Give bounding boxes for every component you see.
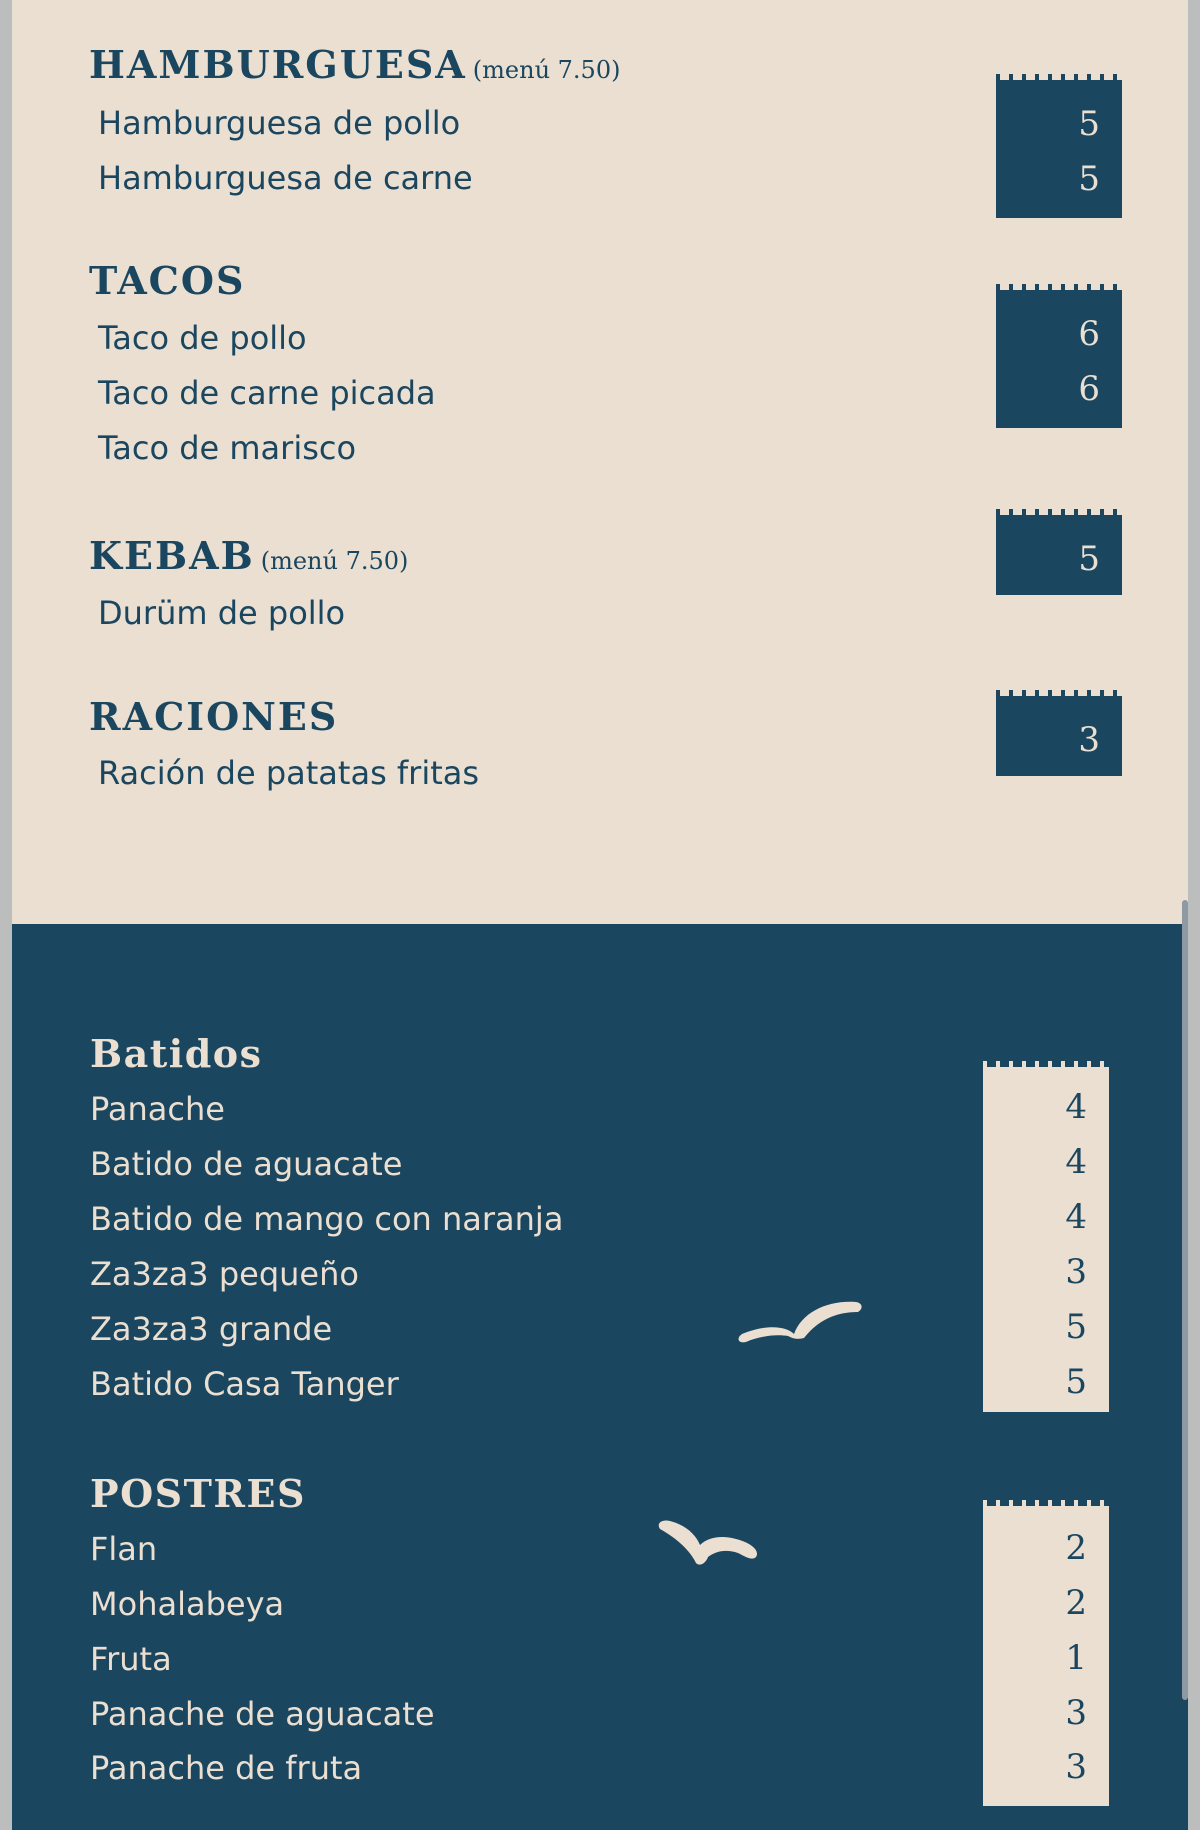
section-note: (menú 7.50) (260, 547, 409, 575)
section-title: POSTRES (90, 1471, 306, 1516)
price: 6 (1078, 369, 1100, 409)
price: 5 (1065, 1362, 1087, 1402)
menu-item: Hamburguesa de carne (98, 159, 473, 197)
price-box-notch (996, 509, 1122, 515)
seagull-icon (656, 1517, 762, 1569)
price-box-notch (996, 284, 1122, 290)
section-title: RACIONES (89, 694, 339, 739)
menu-item: Ración de patatas fritas (98, 754, 480, 792)
menu-item: Durüm de pollo (98, 594, 346, 632)
section-heading-hamburguesa (89, 42, 620, 87)
price-box (996, 509, 1122, 595)
menu-item: Panache de aguacate (90, 1695, 435, 1733)
price: 2 (1065, 1583, 1087, 1623)
menu-item: Flan (90, 1530, 158, 1568)
menu-item: Hamburguesa de pollo (98, 104, 461, 142)
menu-item: Taco de carne picada (98, 374, 436, 412)
menu-item: Fruta (90, 1640, 172, 1678)
price: 3 (1065, 1693, 1087, 1733)
price-box-notch (983, 1061, 1109, 1067)
menu-item: Za3za3 grande (90, 1310, 333, 1348)
price: 5 (1065, 1307, 1087, 1347)
frame-edge-left (0, 0, 12, 1830)
menu-item: Panache de fruta (90, 1749, 363, 1787)
section-heading-raciones (89, 694, 338, 739)
price-box (996, 284, 1122, 428)
section-title: TACOS (89, 258, 246, 303)
section-heading-postres (90, 1471, 306, 1516)
section-title: Batidos (90, 1031, 263, 1076)
section-note: (menú 7.50) (472, 56, 621, 84)
price: 5 (1078, 104, 1100, 144)
price: 4 (1065, 1142, 1087, 1182)
menu-item: Batido de aguacate (90, 1145, 403, 1183)
price: 5 (1078, 159, 1100, 199)
seagull-icon (736, 1290, 866, 1350)
section-title: HAMBURGUESA (89, 42, 467, 87)
section-heading-tacos (89, 258, 245, 303)
price-box (996, 690, 1122, 776)
price-box (983, 1061, 1109, 1412)
menu-item: Za3za3 pequeño (90, 1255, 359, 1293)
frame-edge-right (1188, 0, 1200, 1830)
price-box-notch (996, 690, 1122, 696)
price: 3 (1065, 1747, 1087, 1787)
menu-item: Batido Casa Tanger (90, 1365, 399, 1403)
price-box-notch (996, 74, 1122, 80)
section-title: KEBAB (89, 533, 255, 578)
price: 1 (1065, 1638, 1087, 1678)
price: 2 (1065, 1528, 1087, 1568)
scrollbar[interactable] (1182, 900, 1188, 1700)
price-box (983, 1500, 1109, 1806)
menu-item: Taco de pollo (98, 319, 307, 357)
price: 3 (1078, 720, 1100, 760)
price: 4 (1065, 1197, 1087, 1237)
price-box (996, 74, 1122, 218)
menu-item: Taco de marisco (98, 429, 357, 467)
menu-item: Panache (90, 1090, 225, 1128)
section-heading-kebab (89, 533, 408, 578)
price: 3 (1065, 1252, 1087, 1292)
menu-item: Batido de mango con naranja (90, 1200, 564, 1238)
price: 5 (1078, 539, 1100, 579)
price: 6 (1078, 314, 1100, 354)
section-heading-batidos (90, 1031, 263, 1076)
price: 4 (1065, 1087, 1087, 1127)
menu-item: Mohalabeya (90, 1585, 285, 1623)
price-box-notch (983, 1500, 1109, 1506)
